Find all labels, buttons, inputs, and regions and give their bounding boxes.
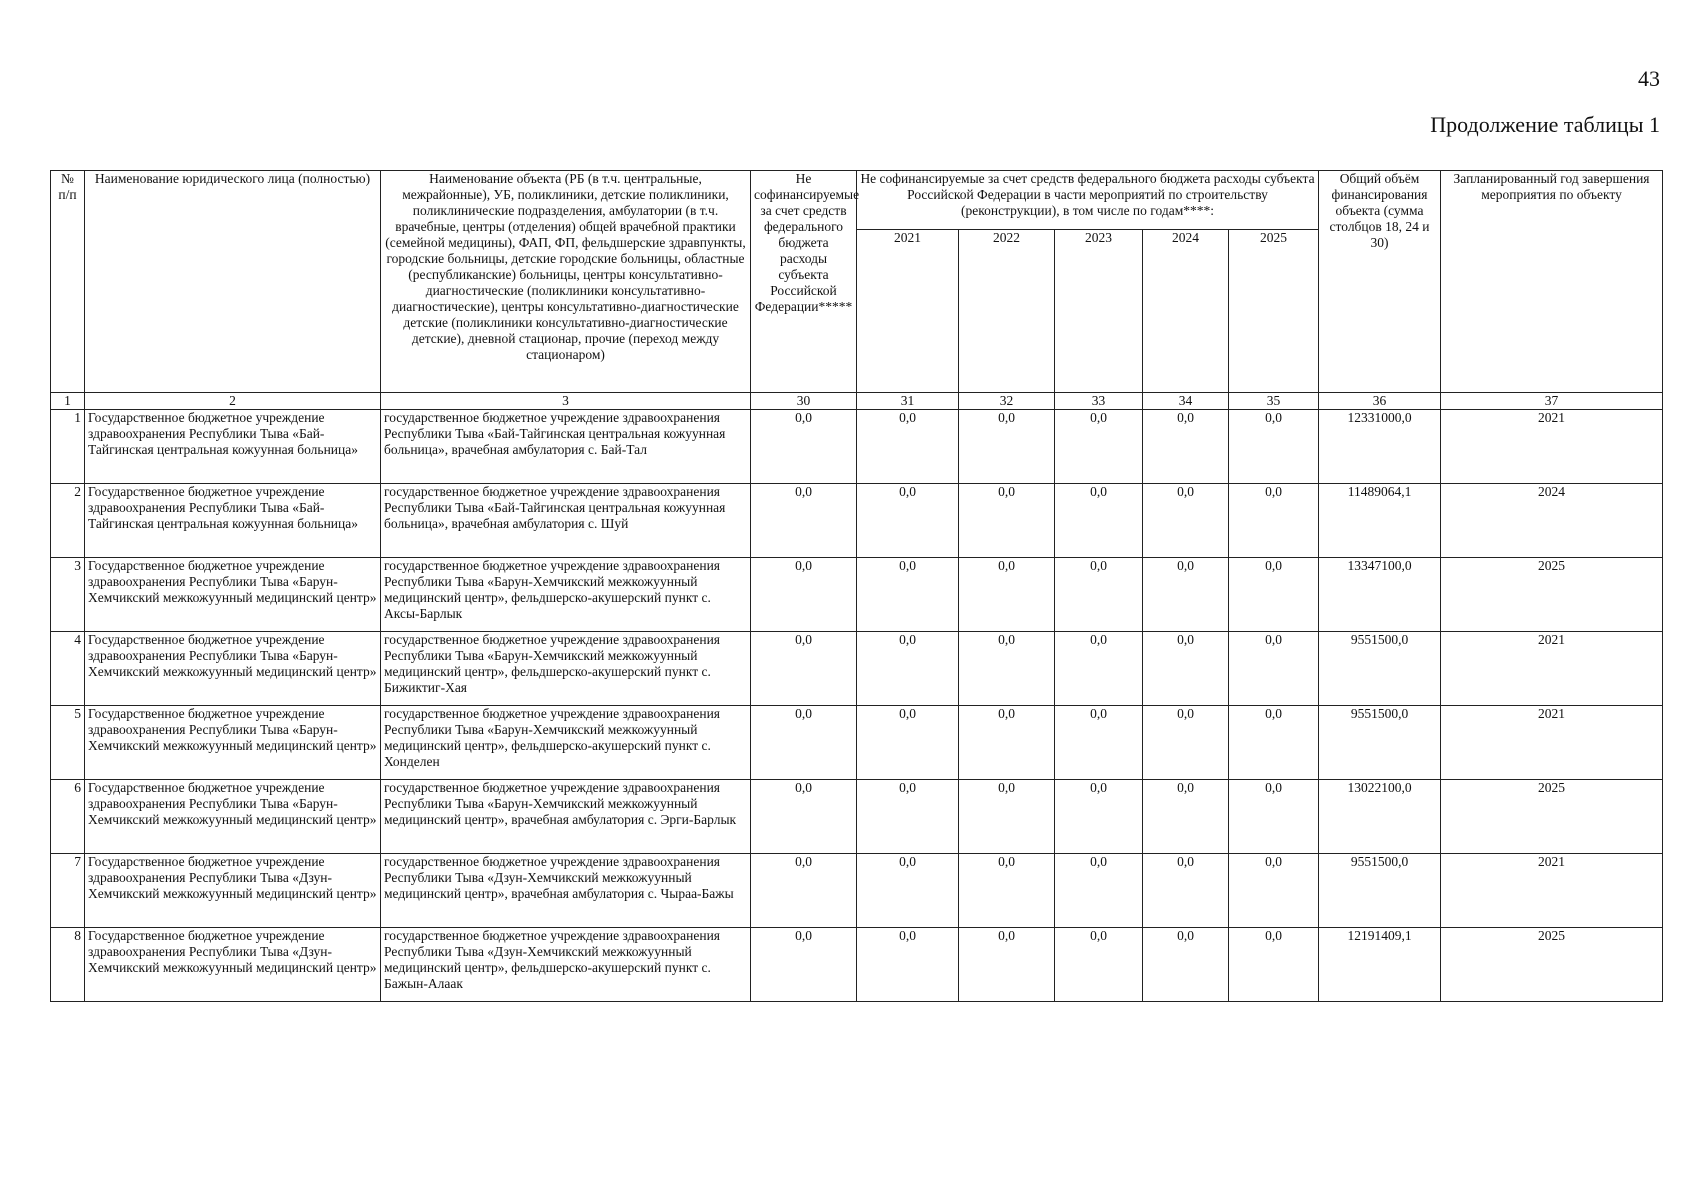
value-cell: 0,0 xyxy=(751,854,857,928)
header-row xyxy=(51,171,1663,230)
total-cell: 12331000,0 xyxy=(1319,410,1441,484)
column-number: 35 xyxy=(1229,393,1319,410)
table-row xyxy=(51,632,1663,706)
column-number: 36 xyxy=(1319,393,1441,410)
value-cell: 0,0 xyxy=(1143,780,1229,854)
table-row xyxy=(51,780,1663,854)
object-name-cell: государственное бюджетное учреждение здравоохранения Республики Тыва «Бай-Тайгинская центральная кожуунная больница», врачебная амбулатория с. Шуй xyxy=(381,484,751,558)
value-cell: 0,0 xyxy=(1055,928,1143,1002)
planned-year-cell: 2021 xyxy=(1441,706,1663,780)
value-cell: 0,0 xyxy=(959,410,1055,484)
value-cell: 0,0 xyxy=(1055,410,1143,484)
row-number: 6 xyxy=(51,780,85,854)
table-row xyxy=(51,410,1663,484)
value-cell: 0,0 xyxy=(1229,706,1319,780)
column-number: 30 xyxy=(751,393,857,410)
value-cell: 0,0 xyxy=(1055,632,1143,706)
row-number: 4 xyxy=(51,632,85,706)
planned-year-cell: 2025 xyxy=(1441,558,1663,632)
value-cell: 0,0 xyxy=(959,854,1055,928)
object-name-cell: государственное бюджетное учреждение здравоохранения Республики Тыва «Дзун-Хемчикский межкожуунный медицинский центр», фельдшерско-акушерский пункт с. Бажын-Алаак xyxy=(381,928,751,1002)
value-cell: 0,0 xyxy=(959,780,1055,854)
value-cell: 0,0 xyxy=(1229,410,1319,484)
value-cell: 0,0 xyxy=(1143,706,1229,780)
header-planned-year: Запланированный год завершения мероприятия по объекту xyxy=(1441,171,1663,393)
value-cell: 0,0 xyxy=(1143,410,1229,484)
row-number: 5 xyxy=(51,706,85,780)
total-cell: 13022100,0 xyxy=(1319,780,1441,854)
value-cell: 0,0 xyxy=(857,706,959,780)
value-cell: 0,0 xyxy=(751,780,857,854)
header-year: 2025 xyxy=(1229,230,1319,393)
value-cell: 0,0 xyxy=(751,632,857,706)
object-name-cell: государственное бюджетное учреждение здравоохранения Республики Тыва «Барун-Хемчикский межкожуунный медицинский центр», фельдшерско-акушерский пункт с. Бижиктиг-Хая xyxy=(381,632,751,706)
column-number: 31 xyxy=(857,393,959,410)
total-cell: 9551500,0 xyxy=(1319,854,1441,928)
value-cell: 0,0 xyxy=(857,780,959,854)
header-year: 2022 xyxy=(959,230,1055,393)
header-year: 2021 xyxy=(857,230,959,393)
table-row xyxy=(51,558,1663,632)
row-number: 1 xyxy=(51,410,85,484)
legal-entity-cell: Государственное бюджетное учреждение здравоохранения Республики Тыва «Бай-Тайгинская центральная кожуунная больница» xyxy=(85,410,381,484)
header-object-name: Наименование объекта (РБ (в т.ч. центральные, межрайонные), УБ, поликлиники, детские поликлиники, поликлинические подразделения, амбулатории (в т.ч. врачебные, центры (отделения) общей врачебной практики (семейной медицины), ФАП, ФП, фельдшерские здравпункты, городские больницы, детские городские больницы, областные (республиканские) больницы, центры консультативно-диагностические (поликлиники консультативно-диагностические), центры консультативно-диагностические детские (поликлиники консультативно-диагностические детские), дневной стационар, прочие (переход между стационаром) xyxy=(381,171,751,393)
header-num: № п/п xyxy=(51,171,85,393)
row-number: 8 xyxy=(51,928,85,1002)
planned-year-cell: 2025 xyxy=(1441,928,1663,1002)
value-cell: 0,0 xyxy=(1055,558,1143,632)
total-cell: 12191409,1 xyxy=(1319,928,1441,1002)
value-cell: 0,0 xyxy=(1055,706,1143,780)
column-numbers-row xyxy=(51,393,1663,410)
value-cell: 0,0 xyxy=(751,928,857,1002)
value-cell: 0,0 xyxy=(959,706,1055,780)
table-row xyxy=(51,484,1663,558)
header-year: 2023 xyxy=(1055,230,1143,393)
value-cell: 0,0 xyxy=(751,484,857,558)
value-cell: 0,0 xyxy=(1143,854,1229,928)
value-cell: 0,0 xyxy=(1229,928,1319,1002)
value-cell: 0,0 xyxy=(1055,854,1143,928)
column-number: 1 xyxy=(51,393,85,410)
value-cell: 0,0 xyxy=(857,632,959,706)
value-cell: 0,0 xyxy=(959,928,1055,1002)
column-number: 3 xyxy=(381,393,751,410)
planned-year-cell: 2021 xyxy=(1441,854,1663,928)
value-cell: 0,0 xyxy=(1055,780,1143,854)
value-cell: 0,0 xyxy=(959,484,1055,558)
planned-year-cell: 2021 xyxy=(1441,410,1663,484)
column-number: 2 xyxy=(85,393,381,410)
planned-year-cell: 2025 xyxy=(1441,780,1663,854)
table-body xyxy=(51,410,1663,1002)
object-name-cell: государственное бюджетное учреждение здравоохранения Республики Тыва «Бай-Тайгинская центральная кожуунная больница», врачебная амбулатория с. Бай-Тал xyxy=(381,410,751,484)
header-not-cofinanced: Не софинансируемые за счет средств федерального бюджета расходы субъекта Российской Федерации***** xyxy=(751,171,857,393)
value-cell: 0,0 xyxy=(1143,632,1229,706)
value-cell: 0,0 xyxy=(1229,854,1319,928)
value-cell: 0,0 xyxy=(857,558,959,632)
table-row xyxy=(51,854,1663,928)
object-name-cell: государственное бюджетное учреждение здравоохранения Республики Тыва «Барун-Хемчикский межкожуунный медицинский центр», врачебная амбулатория с. Эрги-Барлык xyxy=(381,780,751,854)
value-cell: 0,0 xyxy=(1143,484,1229,558)
row-number: 7 xyxy=(51,854,85,928)
total-cell: 13347100,0 xyxy=(1319,558,1441,632)
row-number: 2 xyxy=(51,484,85,558)
page-number: 43 xyxy=(1638,66,1660,91)
column-number: 33 xyxy=(1055,393,1143,410)
header-not-cofinanced-by-years: Не софинансируемые за счет средств федерального бюджета расходы субъекта Российской Федерации в части мероприятий по строительству (реконструкции), в том числе по годам****: xyxy=(857,171,1319,230)
value-cell: 0,0 xyxy=(1229,484,1319,558)
value-cell: 0,0 xyxy=(751,558,857,632)
value-cell: 0,0 xyxy=(857,854,959,928)
column-number: 32 xyxy=(959,393,1055,410)
value-cell: 0,0 xyxy=(959,632,1055,706)
object-name-cell: государственное бюджетное учреждение здравоохранения Республики Тыва «Барун-Хемчикский межкожуунный медицинский центр», фельдшерско-акушерский пункт с. Хонделен xyxy=(381,706,751,780)
value-cell: 0,0 xyxy=(1143,558,1229,632)
header-year: 2024 xyxy=(1143,230,1229,393)
value-cell: 0,0 xyxy=(1055,484,1143,558)
legal-entity-cell: Государственное бюджетное учреждение здравоохранения Республики Тыва «Барун-Хемчикский межкожуунный медицинский центр» xyxy=(85,632,381,706)
header-legal-entity: Наименование юридического лица (полностью) xyxy=(85,171,381,393)
legal-entity-cell: Государственное бюджетное учреждение здравоохранения Республики Тыва «Барун-Хемчикский межкожуунный медицинский центр» xyxy=(85,780,381,854)
legal-entity-cell: Государственное бюджетное учреждение здравоохранения Республики Тыва «Барун-Хемчикский межкожуунный медицинский центр» xyxy=(85,706,381,780)
legal-entity-cell: Государственное бюджетное учреждение здравоохранения Республики Тыва «Дзун-Хемчикский межкожуунный медицинский центр» xyxy=(85,928,381,1002)
column-number: 37 xyxy=(1441,393,1663,410)
planned-year-cell: 2024 xyxy=(1441,484,1663,558)
value-cell: 0,0 xyxy=(751,410,857,484)
object-name-cell: государственное бюджетное учреждение здравоохранения Республики Тыва «Дзун-Хемчикский межкожуунный медицинский центр», врачебная амбулатория с. Чыраа-Бажы xyxy=(381,854,751,928)
table-caption: Продолжение таблицы 1 xyxy=(1430,112,1660,137)
value-cell: 0,0 xyxy=(857,410,959,484)
value-cell: 0,0 xyxy=(959,558,1055,632)
value-cell: 0,0 xyxy=(1229,632,1319,706)
legal-entity-cell: Государственное бюджетное учреждение здравоохранения Республики Тыва «Барун-Хемчикский межкожуунный медицинский центр» xyxy=(85,558,381,632)
legal-entity-cell: Государственное бюджетное учреждение здравоохранения Республики Тыва «Бай-Тайгинская центральная кожуунная больница» xyxy=(85,484,381,558)
row-number: 3 xyxy=(51,558,85,632)
table-row xyxy=(51,928,1663,1002)
total-cell: 11489064,1 xyxy=(1319,484,1441,558)
total-cell: 9551500,0 xyxy=(1319,706,1441,780)
value-cell: 0,0 xyxy=(857,928,959,1002)
object-name-cell: государственное бюджетное учреждение здравоохранения Республики Тыва «Барун-Хемчикский межкожуунный медицинский центр», фельдшерско-акушерский пункт с. Аксы-Барлык xyxy=(381,558,751,632)
header-total: Общий объём финансирования объекта (сумма столбцов 18, 24 и 30) xyxy=(1319,171,1441,393)
column-number: 34 xyxy=(1143,393,1229,410)
value-cell: 0,0 xyxy=(1229,558,1319,632)
financing-table xyxy=(50,170,1663,1002)
value-cell: 0,0 xyxy=(1229,780,1319,854)
value-cell: 0,0 xyxy=(857,484,959,558)
table-row xyxy=(51,706,1663,780)
value-cell: 0,0 xyxy=(751,706,857,780)
total-cell: 9551500,0 xyxy=(1319,632,1441,706)
legal-entity-cell: Государственное бюджетное учреждение здравоохранения Республики Тыва «Дзун-Хемчикский межкожуунный медицинский центр» xyxy=(85,854,381,928)
value-cell: 0,0 xyxy=(1143,928,1229,1002)
planned-year-cell: 2021 xyxy=(1441,632,1663,706)
